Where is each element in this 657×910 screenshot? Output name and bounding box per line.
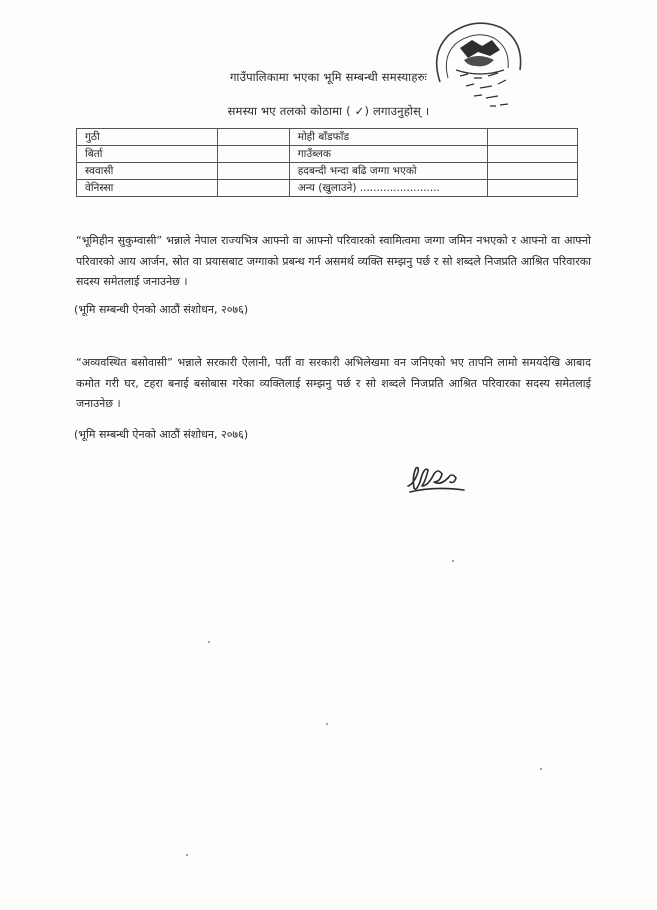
checkbox-cell[interactable] <box>488 129 578 146</box>
legal-source-note: (भूमि सम्बन्धी ऐनको आठौं संशोधन, २०७६) <box>74 303 249 316</box>
scan-speck <box>186 854 188 856</box>
checkbox-cell[interactable] <box>218 180 290 197</box>
issue-label: वेनिस्सा <box>77 180 218 197</box>
legal-source-note: (भूमि सम्बन्धी ऐनको आठौं संशोधन, २०७६) <box>74 428 249 441</box>
official-seal-stamp <box>420 12 532 116</box>
definition-paragraph-landless: “भूमिहीन सुकुम्वासी” भन्नाले नेपाल राज्यभित्र आफ्नो वा आफ्नो परिवारको स्वामित्वमा जग्गा जमिन नभएको र आफ्नो वा आफ्नो परिवारको आय आर्जन, स्रोत वा प्रयासबाट जग्गाको प्रबन्ध गर्न असमर्थ व्यक्ति सम्झनु पर्छ र सो शब्दले निजप्रति आश्रित परिवारका सदस्य समेतलाई जनाउनेछ । <box>76 234 591 288</box>
table-row <box>77 129 578 146</box>
scan-speck <box>326 723 328 725</box>
issue-label: अन्य (खुलाउने) ........................ <box>289 180 488 197</box>
table-row <box>77 163 578 180</box>
land-issue-checklist-table <box>76 128 578 197</box>
checkbox-cell[interactable] <box>488 163 578 180</box>
issue-label: गुठी <box>77 129 218 146</box>
issue-label: हदबन्दी भन्दा बढि जग्गा भएको <box>289 163 488 180</box>
checkbox-cell[interactable] <box>488 146 578 163</box>
checkbox-cell[interactable] <box>218 163 290 180</box>
section-heading: गाउँपालिकामा भएका भूमि सम्बन्धी समस्याहरुः <box>229 70 428 84</box>
issue-label: बिर्ता <box>77 146 218 163</box>
scan-speck <box>452 560 454 562</box>
scan-speck <box>540 768 542 770</box>
checkbox-cell[interactable] <box>218 146 290 163</box>
issue-label: मोही बाँडफाँड <box>289 129 488 146</box>
issue-label: गाउँब्लक <box>289 146 488 163</box>
definition-paragraph-unmanaged-settler: “अव्यवस्थित बसोवासी” भन्नाले सरकारी ऐलानी, पर्ती वा सरकारी अभिलेखमा वन जनिएको भए तापनि लामो समयदेखि आबाद कमोत गरी घर, टहरा बनाई बसोबास गरेका व्यक्तिलाई सम्झनु पर्छ र सो शब्दले निजप्रति आश्रित परिवारका सदस्य समेतलाई जनाउनेछ । <box>76 356 591 410</box>
checkbox-cell[interactable] <box>488 180 578 197</box>
issue-label: स्ववासी <box>77 163 218 180</box>
handwritten-signature <box>404 456 468 498</box>
checkbox-cell[interactable] <box>218 129 290 146</box>
scan-speck <box>208 641 210 643</box>
table-row <box>77 146 578 163</box>
instruction-heading: समस्या भए तलको कोठामा ( ✓) लगाउनुहोस् । <box>227 104 430 118</box>
table-row <box>77 180 578 197</box>
